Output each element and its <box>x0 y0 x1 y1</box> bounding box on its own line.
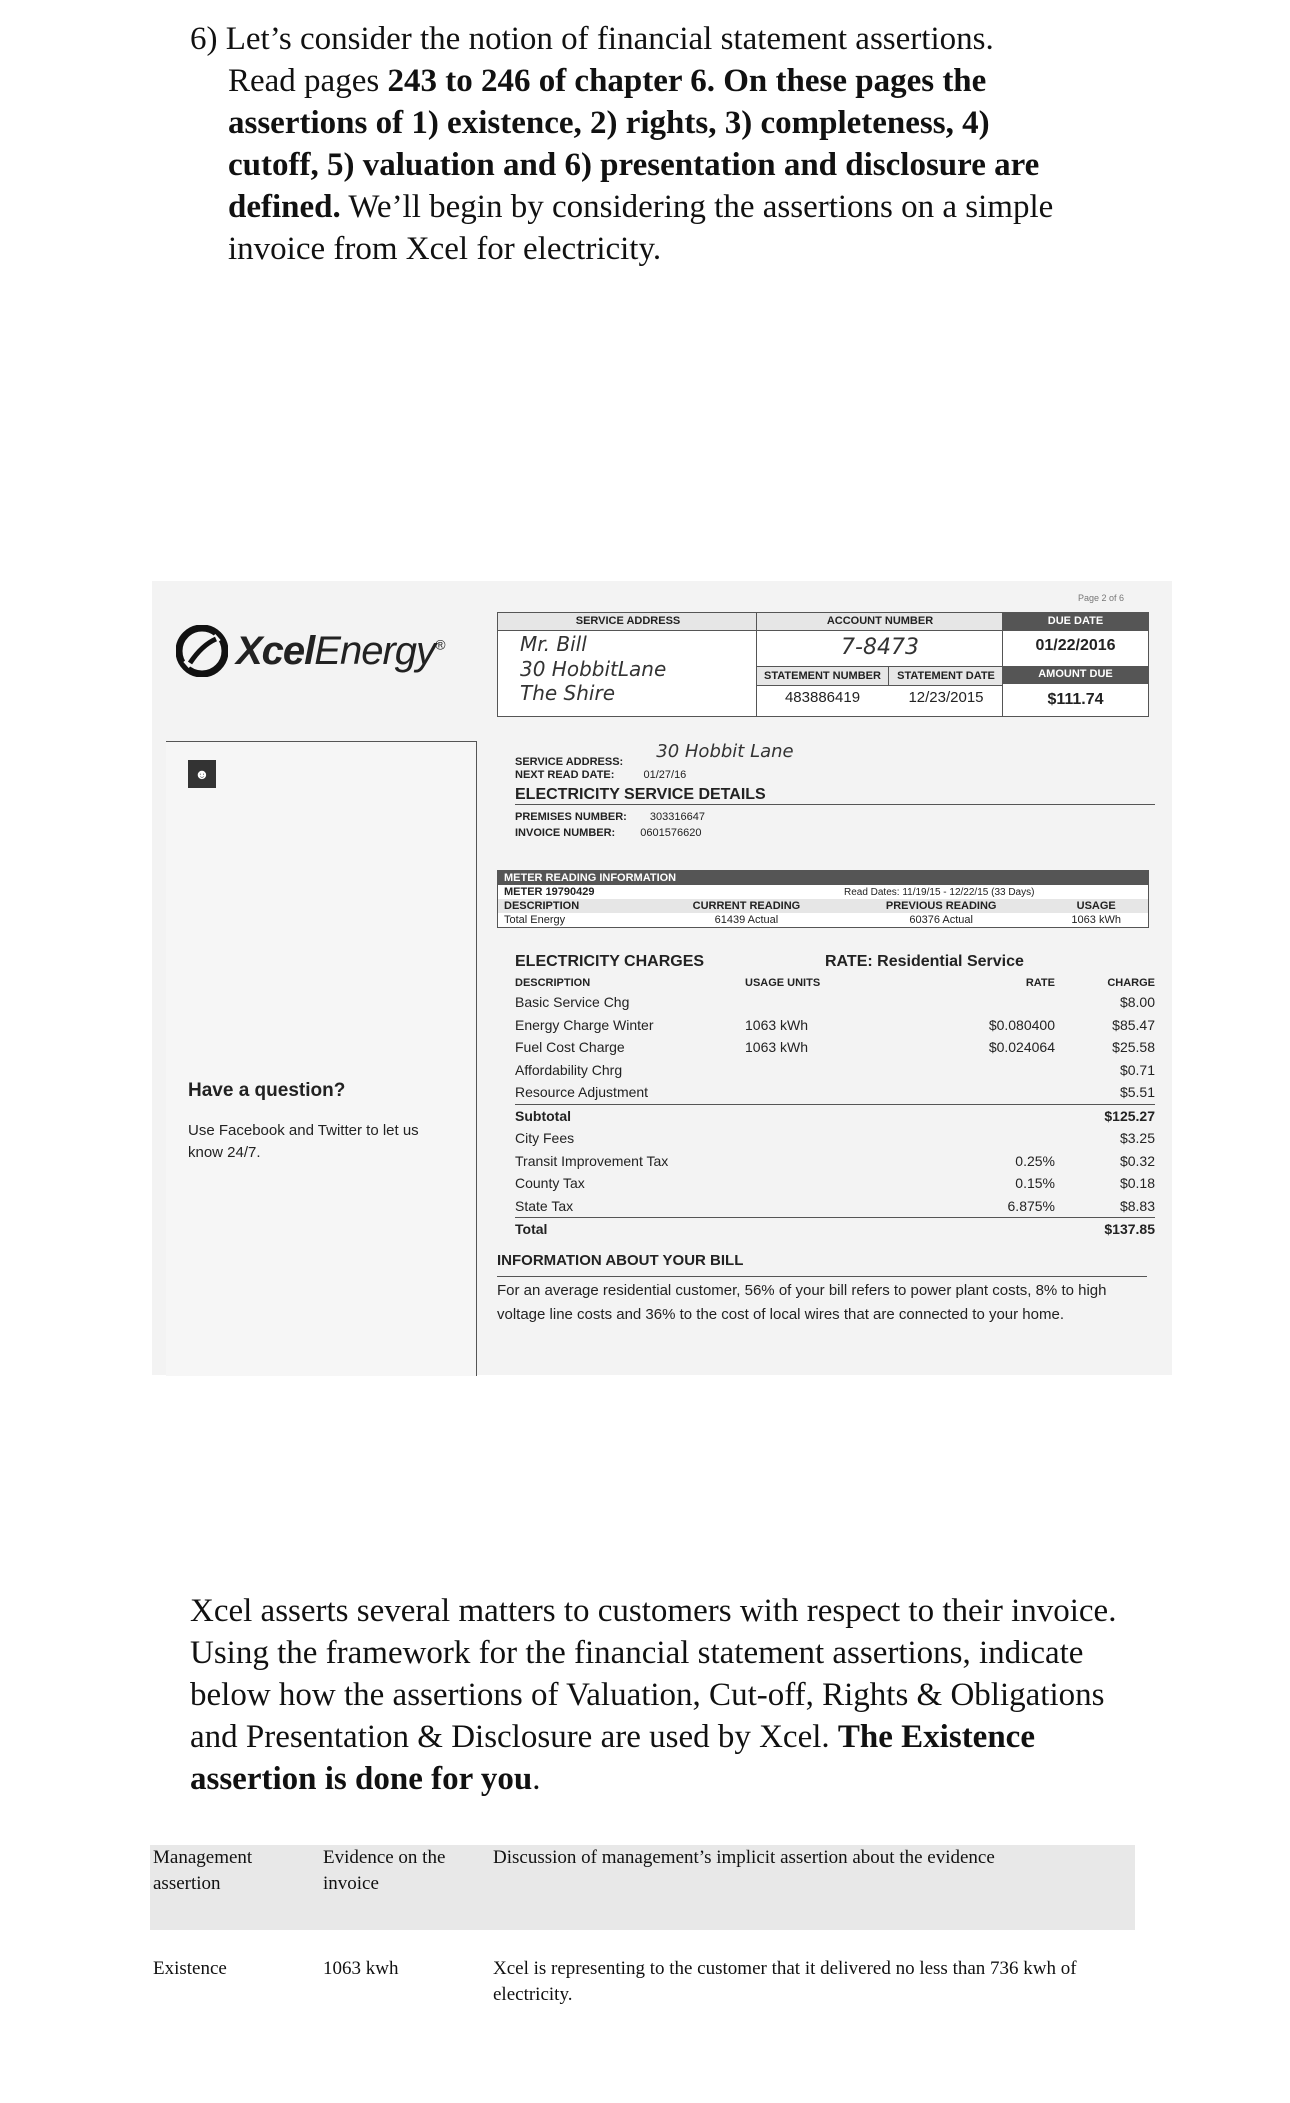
subtotal-row: Subtotal $125.27 <box>515 1104 1155 1127</box>
bill-info-title: INFORMATION ABOUT YOUR BILL <box>497 1252 744 1269</box>
handwritten-city: The Shire <box>520 681 616 705</box>
rate-title: RATE: Residential Service <box>825 953 1024 970</box>
instruction-paragraph: Xcel asserts several matters to customers with respect to their invoice. Using the framework for the financial statement assertions, indicate below how the assertions of Valuation, Cut-off, Rights & Obligations and Presentation & Disclosure are used by Xcel. The Existence assertion is done for you. <box>190 1593 1117 1797</box>
amount-due: $111.74 <box>1047 691 1104 708</box>
header-management-assertion: Management assertion <box>153 1847 253 1894</box>
handwritten-street: 30 HobbitLane <box>520 657 667 681</box>
charge-row: County Tax 0.15% $0.18 <box>515 1175 1155 1192</box>
question-line-1: 6) Let’s consider the notion of financial statement assertions. <box>190 21 994 57</box>
due-date-header: DUE DATE <box>1003 613 1148 631</box>
electricity-charges <box>515 953 1155 1241</box>
bill-information <box>497 1249 1147 1327</box>
page-label: Page 2 of 6 <box>1077 593 1124 603</box>
charge-row: Fuel Cost Charge 1063 kWh $0.024064 $25.58 <box>515 1039 1155 1056</box>
account-number-header: ACCOUNT NUMBER <box>757 613 1003 631</box>
invoice-scan <box>152 581 1172 1375</box>
question-line-3: assertions of 1) existence, 2) rights, 3) completeness, 4) <box>228 105 990 141</box>
brand-name: XcelEnergy® <box>236 628 445 673</box>
table-header-row <box>150 1845 1135 1930</box>
statement-date: 12/23/2015 <box>908 689 984 706</box>
due-box <box>1002 612 1149 717</box>
charges-title: ELECTRICITY CHARGES <box>515 953 705 970</box>
meter-reading-box <box>497 870 1149 928</box>
total-row: Total $137.85 <box>515 1218 1155 1241</box>
invoice-sidebar <box>166 741 477 1376</box>
header-discussion: Discussion of management’s implicit assertion about the evidence <box>493 1847 995 1868</box>
charges-table: DESCRIPTION USAGE UNITS RATE CHARGE Basic Service Chg $8.00 Energy Charge Winter 1063 kWh $0.080400 $85.47 Fuel Cost Charge 1063 kWh $0.024064 $25.58 Affordability Chrg $0.71 Resource Adjustment $5.51 Subtotal $125.27 City Fees $3.25 Transit Improvement Tax 0.25% $0.32 County Tax 0.15% $0.18 State Tax 6.875% $8.83 Total $137.85 <box>515 975 1155 1241</box>
sidebar-text: Use Facebook and Twitter to let us know 24/7. <box>188 1122 419 1161</box>
premises-line: PREMISES NUMBER: 303316647 <box>515 811 705 823</box>
bill-info-text: For an average residential customer, 56% of your bill refers to power plant costs, 8% to high voltage line costs and 36% to the cost of local wires that are connected to your home. <box>497 1276 1147 1327</box>
next-read-line: NEXT READ DATE: 01/27/16 <box>515 769 687 781</box>
xcel-swirl-icon <box>176 625 228 677</box>
charge-row: Basic Service Chg $8.00 <box>515 994 1155 1011</box>
charge-row: Energy Charge Winter 1063 kWh $0.080400 $85.47 <box>515 1016 1155 1033</box>
question-text <box>190 18 1150 270</box>
service-details-title: ELECTRICITY SERVICE DETAILS <box>515 786 1155 805</box>
question-line-5: defined. We’ll begin by considering the assertions on a simple <box>228 189 1054 225</box>
question-line-2: Read pages 243 to 246 of chapter 6. On these pages the <box>228 63 987 99</box>
have-a-question: Have a question? <box>188 1080 346 1101</box>
service-address-line: SERVICE ADDRESS: 30 Hobbit Lane <box>515 741 794 768</box>
table-row: Existence 1063 kwh Xcel is representing to the customer that it delivered no less than 736 kwh of electricity. <box>153 1958 1077 2005</box>
meter-row: Total Energy 61439 Actual 60376 Actual 1063 kWh <box>504 914 1121 926</box>
invoice-number-line: INVOICE NUMBER: 0601576620 <box>515 827 702 839</box>
question-line-6: invoice from Xcel for electricity. <box>228 231 662 267</box>
statement-number: 483886419 <box>784 689 861 706</box>
account-box <box>756 612 1004 717</box>
charge-row: Resource Adjustment $5.51 <box>515 1084 1155 1101</box>
people-icon: ☻ <box>188 760 216 788</box>
handwritten-service-address: 30 Hobbit Lane <box>656 741 794 762</box>
meter-table: METER 19790429 Read Dates: 11/19/15 - 12/22/15 (33 Days) DESCRIPTION CURRENT READING PREVIOUS READING USAGE Total Energy 61439 Actual 60376 Actual 1063 kWh <box>498 885 1148 927</box>
account-number: 7-8473 <box>841 635 919 660</box>
statement-date-header: STATEMENT DATE <box>889 666 1003 686</box>
service-address-box <box>497 612 759 717</box>
header-evidence: Evidence on the invoice <box>323 1847 446 1894</box>
handwritten-name: Mr. Bill <box>520 632 587 656</box>
charge-row: State Tax 6.875% $8.83 <box>515 1197 1155 1214</box>
meter-reading-header: METER READING INFORMATION <box>498 871 1148 885</box>
charge-row: Affordability Chrg $0.71 <box>515 1061 1155 1078</box>
statement-number-header: STATEMENT NUMBER <box>757 666 889 686</box>
amount-due-header: AMOUNT DUE <box>1003 666 1148 684</box>
meter-number: METER 19790429 <box>504 886 595 898</box>
charge-row: Transit Improvement Tax 0.25% $0.32 <box>515 1152 1155 1169</box>
assertion-table <box>150 1845 1135 2008</box>
read-dates: Read Dates: 11/19/15 - 12/22/15 (33 Days) <box>843 886 1035 898</box>
charge-row: City Fees $3.25 <box>515 1130 1155 1147</box>
service-address-header: SERVICE ADDRESS <box>498 613 758 631</box>
due-date: 01/22/2016 <box>1035 637 1116 654</box>
question-line-4: cutoff, 5) valuation and 6) presentation and disclosure are <box>228 147 1040 183</box>
xcel-logo <box>176 625 444 677</box>
